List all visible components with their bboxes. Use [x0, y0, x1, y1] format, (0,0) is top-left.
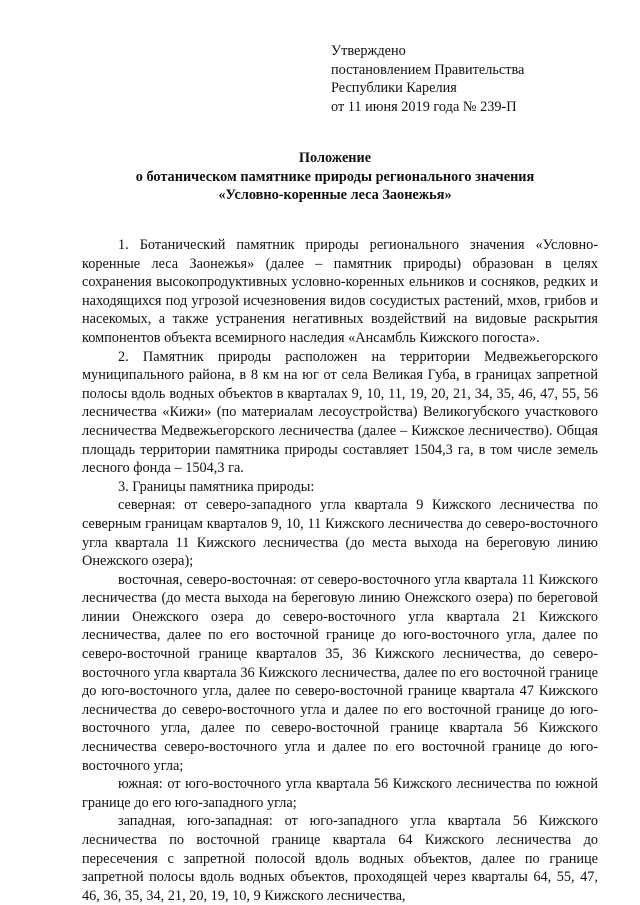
paragraph-3: 3. Границы памятника природы:	[118, 478, 315, 495]
approval-block	[331, 42, 524, 116]
paragraph-west-boundary: западная, юго-западная: от юго-западного угла квартала 56 Кижского лесничества по восточной границе квартала 64 Кижского лесничества до пересечения с запретной полосой вдоль водных объектов, далее по границе запретной полосы вдоль водных объектов, проходящей через кварталы 64, 55, 47, 46, 36, 35, 34, 21, 20, 19, 10, 9 Кижского лесничества,	[82, 813, 598, 904]
approval-line: Республики Карелия	[331, 80, 457, 96]
approval-line: постановлением Правительства	[331, 61, 525, 78]
document-body	[82, 236, 598, 905]
paragraph-2: 2. Памятник природы расположен на территории Медвежьегорского муниципального района, в 8 км на юг от села Великая Губа, в границах запретной полосы вдоль водных объектов в кварталах 9, 10, 11, 19, 20, 21, 34, 35, 46, 47, 55, 56 лесничества «Кижи» (по материалам лесоустройства) Великогубского участкового лесничества Медвежьегорского лесничества (далее – Кижское лесничество). Общая площадь территории памятника природы составляет 1504,3 га, в том числе земель лесного фонда – 1504,3 га.	[82, 348, 598, 477]
paragraph-south-boundary: южная: от юго-восточного угла квартала 56 Кижского лесничества по южной границе до его юго-западного угла;	[82, 776, 598, 811]
approval-line: от 11 июня 2019 года № 239-П	[331, 98, 517, 115]
paragraph-north-boundary: северная: от северо-западного угла квартала 9 Кижского лесничества по северным границам кварталов 9, 10, 11 Кижского лесничества до северо-восточного угла квартала 11 Кижского лесничества (до места выхода на береговую линию Онежского озера);	[82, 497, 598, 570]
document-title	[60, 149, 610, 205]
approval-line: Утверждено	[331, 43, 406, 59]
paragraph-1: 1. Ботанический памятник природы регионального значения «Условно-коренные леса Заонежья» (далее – памятник природы) образован в целях сохранения высокопродуктивных условно-коренных ельников и сосняков, редких и находящихся под угрозой исчезновения видов сосудистых растений, мхов, грибов и насекомых, а также устранения негативных воздействий на видовые раскрытия компонентов объекта всемирного наследия «Ансамбль Кижского погоста».	[82, 237, 598, 346]
paragraph-east-boundary: восточная, северо-восточная: от северо-восточного угла квартала 11 Кижского лесничества (до места выхода на береговую линию Онежского озера) по береговой линии Онежского озера до северо-восточного угла квартала 21 Кижского лесничества, далее по его восточной границе до юго-восточного угла, далее по северо-восточной границе кварталов 35, 36 Кижского лесничества, до северо-восточного угла квартала 36 Кижского лесничества, далее по его восточной границе до юго-восточного угла, далее по северо-восточной границе квартала 47 Кижского лесничества до северо-восточного угла и далее по его восточной границе до юго-восточного угла, далее по северо-восточной границе квартала 56 Кижского лесничества северо-восточного угла и далее по его восточной границе до юго-восточного угла;	[82, 571, 598, 774]
title-line: о ботаническом памятнике природы регионального значения	[135, 168, 535, 185]
title-line: «Условно-коренные леса Заонежья»	[218, 187, 452, 203]
title-line: Положение	[298, 150, 372, 166]
